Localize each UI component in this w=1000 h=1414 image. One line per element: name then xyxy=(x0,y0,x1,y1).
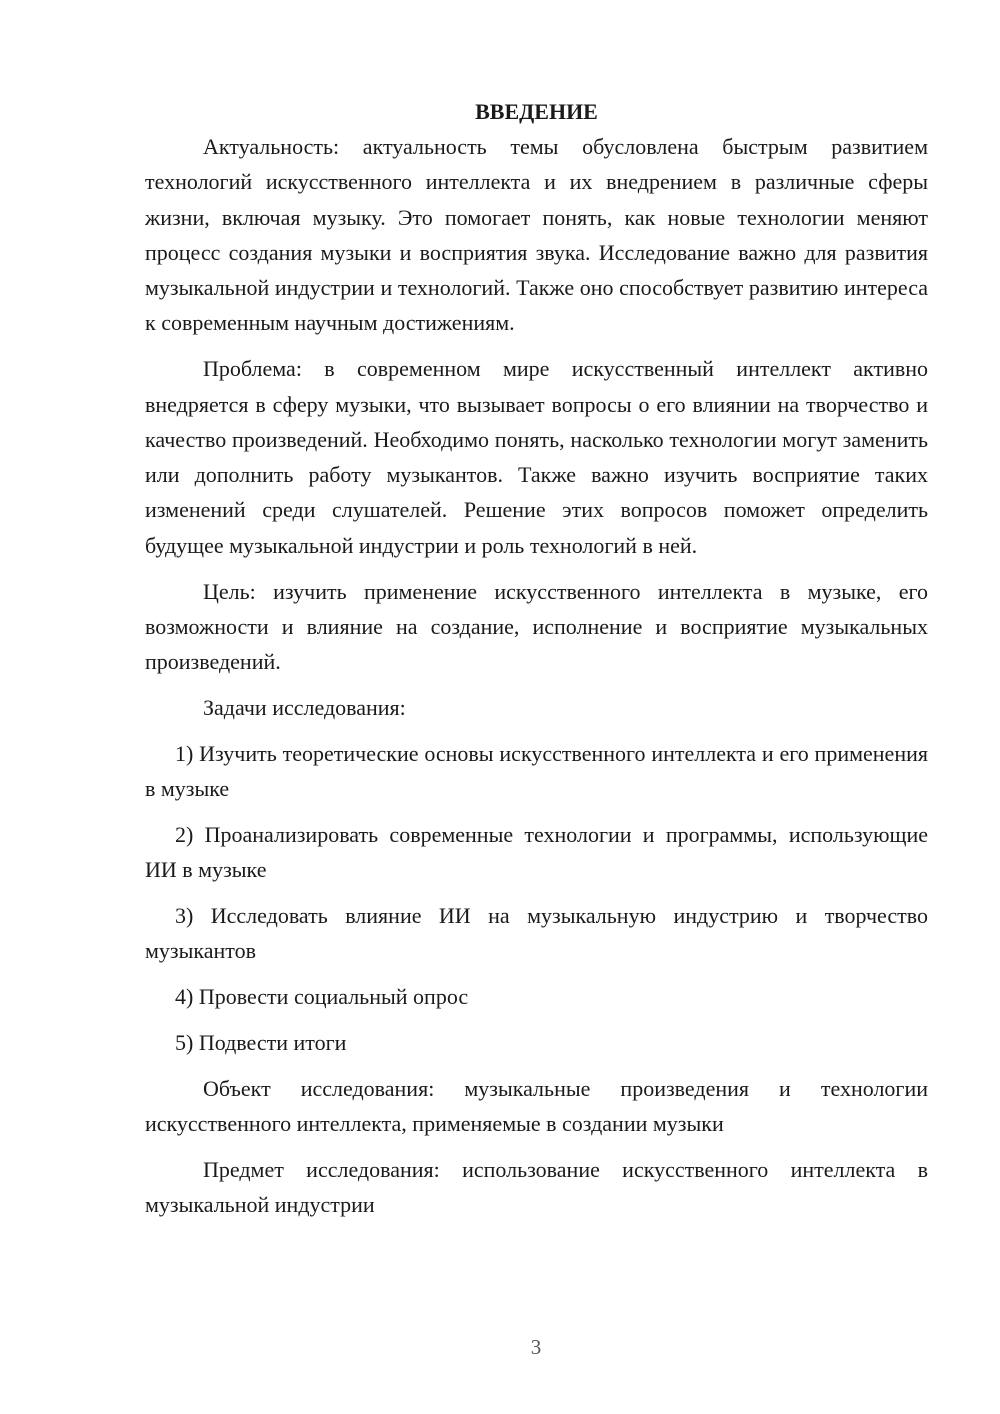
paragraph-relevance: Актуальность: актуальность темы обусловлена быстрым развитием технологий искусственного интеллекта и их внедрением в различные сферы жизни, включая музыку. Это помогает понять, как новые технологии меняют процесс создания музыки и восприятия звука. Исследование важно для развития музыкальной индустрии и технологий. Также оно способствует развитию интереса к современным научным достижениям. xyxy=(145,134,928,336)
task-item-2: 2) Проанализировать современные технологии и программы, использующие ИИ в музыке xyxy=(145,821,928,883)
task-item-1: 1) Изучить теоретические основы искусственного интеллекта и его применения в музыке xyxy=(145,740,928,802)
task-item-5: 5) Подвести итоги xyxy=(175,1029,347,1055)
paragraph-object: Объект исследования: музыкальные произведения и технологии искусственного интеллекта, применяемые в создании музыки xyxy=(145,1075,928,1136)
task-item-3: 3) Исследовать влияние ИИ на музыкальную индустрию и творчество музыкантов xyxy=(145,902,928,964)
paragraph-problem: Проблема: в современном мире искусственный интеллект активно внедряется в сферу музыки, что вызывает вопросы о его влиянии на творчество и качество произведений. Необходимо понять, насколько технологии могут заменить или дополнить работу музыкантов. Также важно изучить восприятие таких изменений среди слушателей. Решение этих вопросов поможет определить будущее музыкальной индустрии и роль технологий в ней. xyxy=(145,356,928,558)
document-page xyxy=(145,94,928,1233)
tasks-heading: Задачи исследования: xyxy=(203,694,406,720)
paragraph-subject: Предмет исследования: использование искусственного интеллекта в музыкальной индустрии xyxy=(145,1156,928,1218)
task-item-4: 4) Провести социальный опрос xyxy=(175,984,469,1010)
paragraph-goal: Цель: изучить применение искусственного интеллекта в музыке, его возможности и влияние на создание, исполнение и восприятие музыкальных произведений. xyxy=(145,578,928,675)
page-number: 3 xyxy=(530,1335,542,1359)
section-title: ВВЕДЕНИЕ xyxy=(475,99,598,124)
